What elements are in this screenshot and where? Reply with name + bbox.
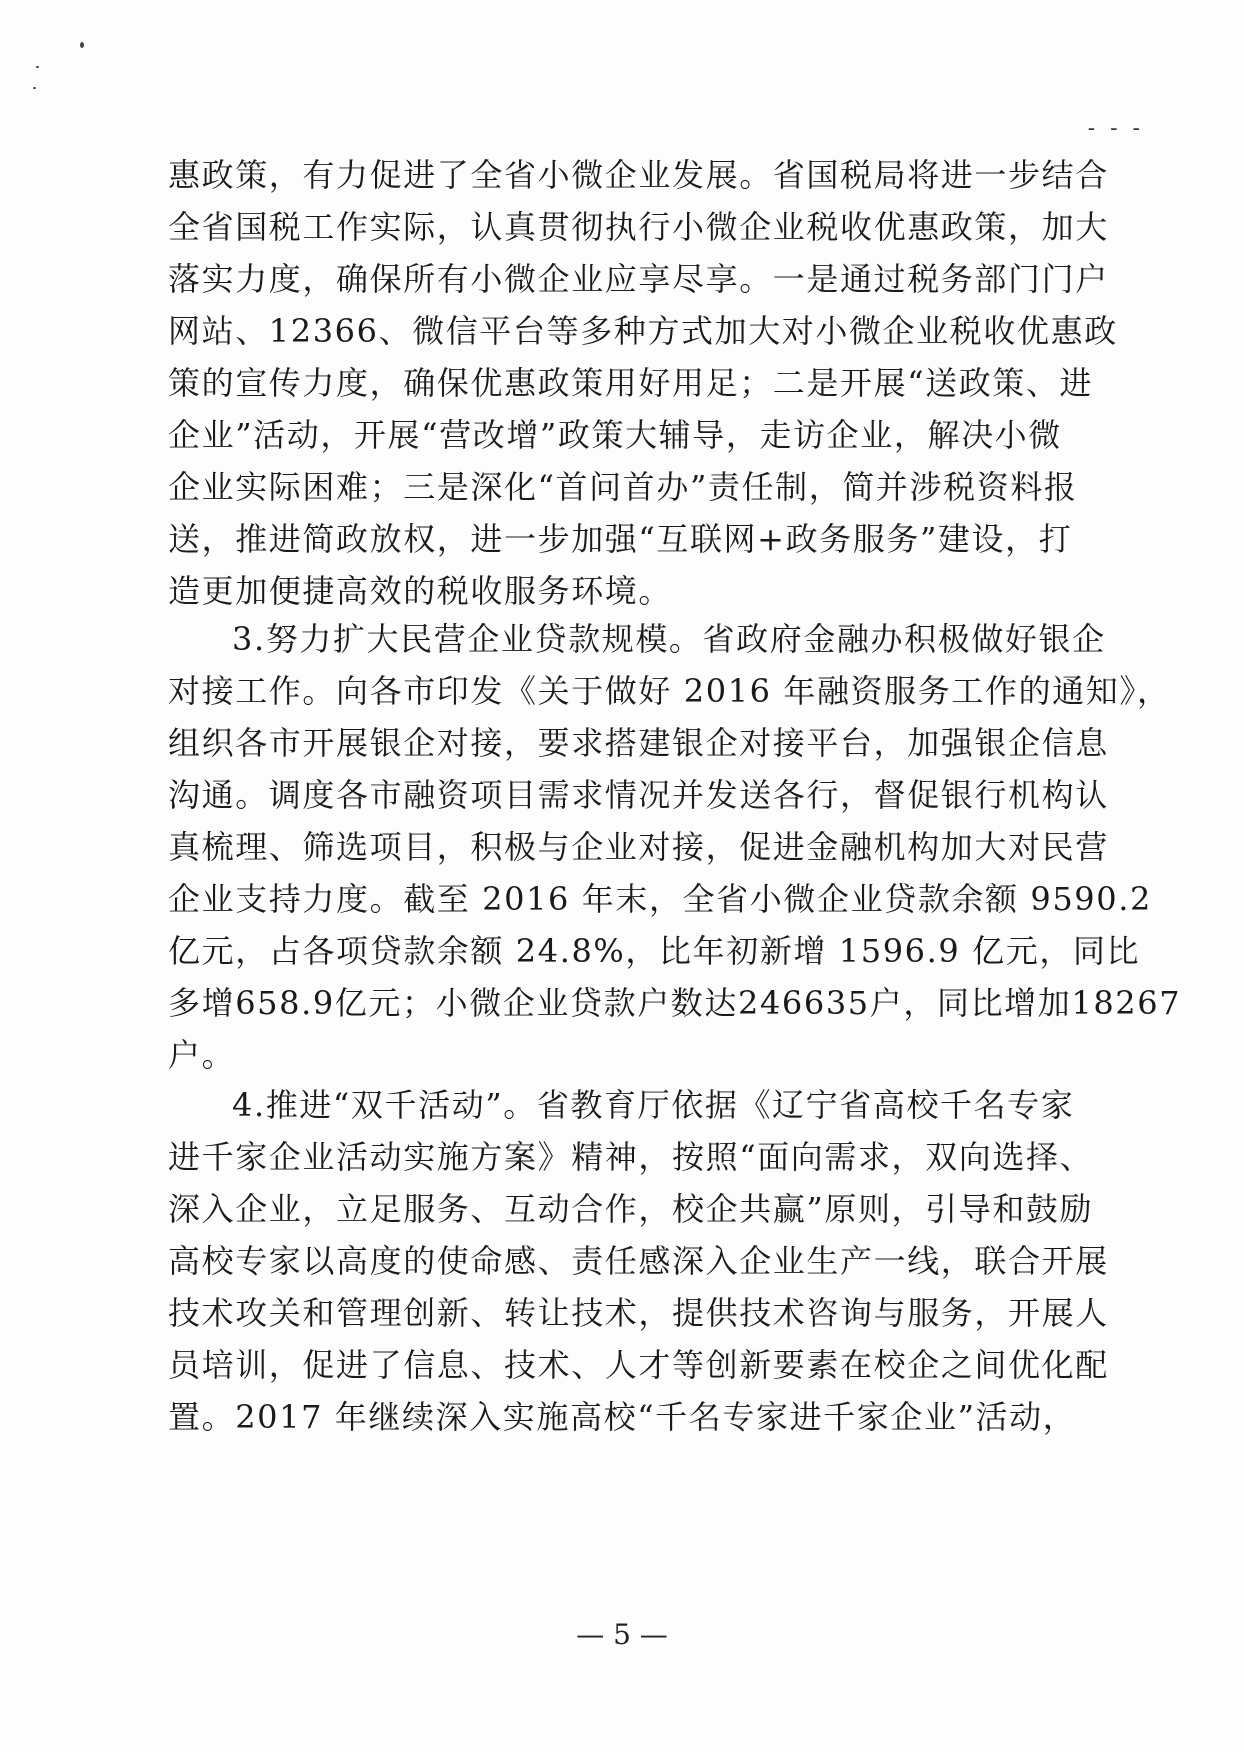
body-line: 企业支持力度。截至 2016 年末，全省小微企业贷款余额 9590.2	[168, 880, 1152, 918]
body-line: 深入企业，立足服务、互动合作，校企共赢”原则，引导和鼓励	[168, 1190, 1094, 1228]
page-number: — 5 —	[576, 1618, 668, 1651]
body-line: 技术攻关和管理创新、转让技术，提供技术咨询与服务，开展人	[168, 1294, 1109, 1332]
section-heading-line: 4.推进“双千活动”。省教育厅依据《辽宁省高校千名专家	[232, 1086, 1075, 1124]
top-margin-mark: - - -	[1087, 116, 1144, 141]
body-line: 对接工作。向各市印发《关于做好 2016 年融资服务工作的通知》，	[168, 672, 1171, 710]
body-line: 多增658.9亿元；小微企业贷款户数达246635户，同比增加18267	[168, 984, 1182, 1022]
body-line: 网站、12366、微信平台等多种方式加大对小微企业税收优惠政	[168, 312, 1118, 350]
body-line: 沟通。调度各市融资项目需求情况并发送各行，督促银行机构认	[168, 776, 1109, 814]
scan-speck	[33, 87, 36, 89]
body-line: 户。	[168, 1036, 236, 1074]
body-line: 高校专家以高度的使命感、责任感深入企业生产一线，联合开展	[168, 1242, 1109, 1280]
body-line: 真梳理、筛选项目，积极与企业对接，促进金融机构加大对民营	[168, 828, 1109, 866]
scan-speck	[80, 42, 84, 48]
body-line: 惠政策，有力促进了全省小微企业发展。省国税局将进一步结合	[168, 156, 1109, 194]
body-line: 组织各市开展银企对接，要求搭建银企对接平台，加强银企信息	[168, 724, 1109, 762]
body-line: 落实力度，确保所有小微企业应享尽享。一是通过税务部门门户	[168, 260, 1109, 298]
body-line: 亿元，占各项贷款余额 24.8%，比年初新增 1596.9 亿元，同比	[168, 932, 1141, 970]
body-line: 送，推进简政放权，进一步加强“互联网+政务服务”建设，打	[168, 520, 1073, 558]
body-line: 企业实际困难；三是深化“首问首办”责任制，简并涉税资料报	[168, 468, 1078, 506]
body-line: 策的宣传力度，确保优惠政策用好用足；二是开展“送政策、进	[168, 364, 1094, 402]
body-line: 置。2017 年继续深入实施高校“千名专家进千家企业”活动，	[168, 1398, 1077, 1436]
body-line: 企业”活动，开展“营改增”政策大辅导，走访企业，解决小微	[168, 416, 1062, 454]
scan-speck	[36, 66, 39, 68]
body-line: 造更加便捷高效的税收服务环境。	[168, 572, 673, 610]
body-line: 员培训，促进了信息、技术、人才等创新要素在校企之间优化配	[168, 1346, 1109, 1384]
section-heading-line: 3.努力扩大民营企业贷款规模。省政府金融办积极做好银企	[232, 620, 1106, 658]
body-line: 全省国税工作实际，认真贯彻执行小微企业税收优惠政策，加大	[168, 208, 1109, 246]
body-line: 进千家企业活动实施方案》精神，按照“面向需求，双向选择、	[168, 1138, 1094, 1176]
